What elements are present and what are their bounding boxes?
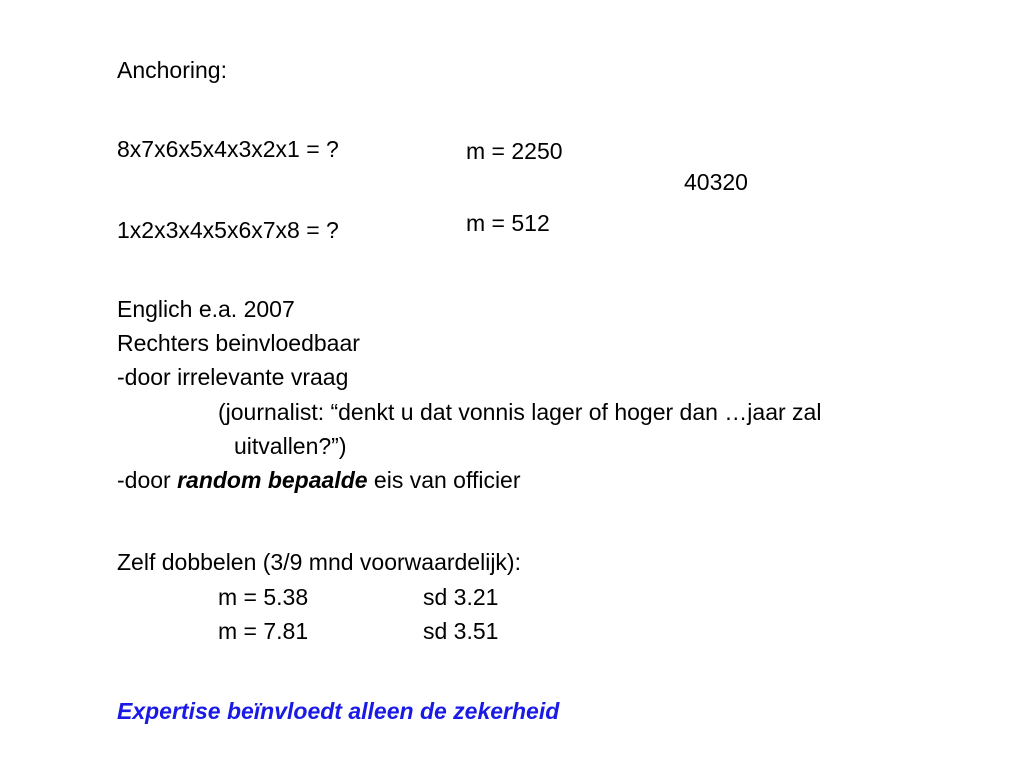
- journalist-quote-line-1: (journalist: “denkt u dat vonnis lager of hoger dan …jaar zal: [218, 399, 822, 425]
- bullet-random-prefix: -door: [117, 467, 178, 493]
- true-answer: 40320: [684, 169, 748, 195]
- dice-row-1-mean: m = 5.38: [218, 584, 309, 610]
- dice-title: Zelf dobbelen (3/9 mnd voorwaardelijk):: [117, 549, 521, 575]
- descending-mean: m = 2250: [466, 138, 563, 164]
- study-citation: Englich e.a. 2007: [117, 296, 295, 322]
- bullet-irrelevant-question: -door irrelevante vraag: [117, 364, 349, 390]
- conclusion: Expertise beïnvloedt alleen de zekerheid: [117, 698, 560, 724]
- problem-ascending: 1x2x3x4x5x6x7x8 = ?: [117, 217, 339, 243]
- ascending-mean: m = 512: [466, 210, 550, 236]
- bullet-random-suffix: eis van officier: [367, 467, 521, 493]
- bullet-random-demand: [117, 466, 521, 494]
- bullet-random-emphasis: random bepaalde: [177, 467, 368, 493]
- slide-title: Anchoring:: [117, 57, 227, 83]
- journalist-quote-line-2: uitvallen?”): [234, 433, 347, 459]
- dice-row-2-mean: m = 7.81: [218, 618, 309, 644]
- dice-row-1-sd: sd 3.21: [423, 584, 499, 610]
- dice-row-2-sd: sd 3.51: [423, 618, 499, 644]
- study-claim: Rechters beinvloedbaar: [117, 330, 360, 356]
- problem-descending: 8x7x6x5x4x3x2x1 = ?: [117, 136, 339, 162]
